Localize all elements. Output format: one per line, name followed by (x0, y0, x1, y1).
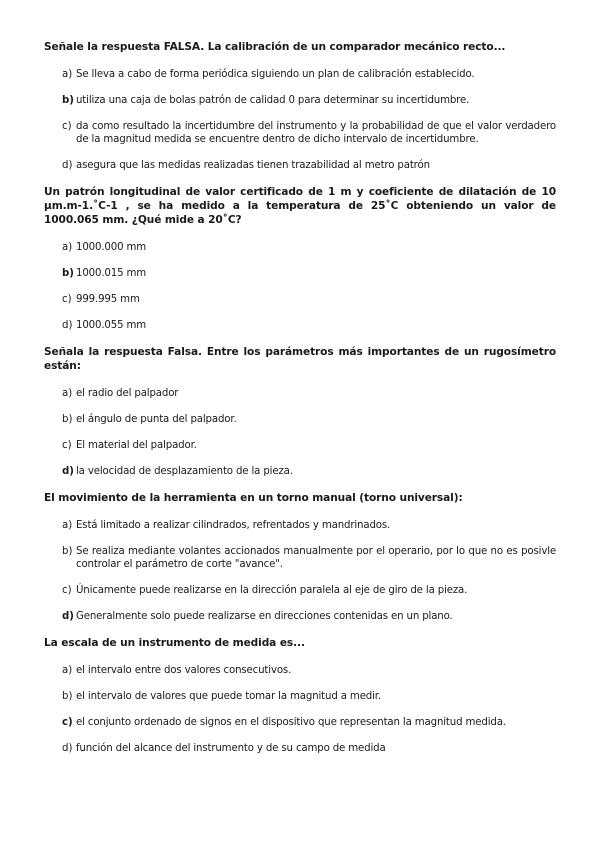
option-text: el radio del palpador (76, 388, 179, 399)
option-letter: d) (62, 743, 73, 754)
question-4 (44, 491, 556, 623)
option-text: Generalmente solo puede realizarse en direcciones contenidas en un plano. (76, 611, 453, 622)
option-letter: b) (62, 95, 74, 106)
option-letter: c) (62, 717, 73, 728)
option-letter: c) (62, 294, 72, 305)
option-c[interactable] (44, 439, 556, 452)
option-letter: a) (62, 242, 73, 253)
option-text: 1000.000 mm (76, 242, 147, 253)
option-text: el conjunto ordenado de signos en el dispositivo que representan la magnitud medida. (76, 717, 506, 728)
options-list (44, 519, 556, 623)
option-d[interactable] (44, 610, 556, 623)
option-text: 999.995 mm (76, 294, 140, 305)
options-list (44, 387, 556, 478)
option-text: Se lleva a cabo de forma periódica siguiendo un plan de calibración establecido. (76, 69, 475, 80)
option-a[interactable] (44, 68, 556, 81)
question-text: Señala la respuesta Falsa. Entre los parámetros más importantes de un rugosímetro están: (44, 346, 556, 372)
option-letter: b) (62, 691, 73, 702)
option-letter: a) (62, 388, 73, 399)
option-letter: b) (62, 546, 73, 557)
option-text: 1000.015 mm (76, 268, 147, 279)
option-letter: d) (62, 466, 74, 477)
option-a[interactable] (44, 519, 556, 532)
option-d[interactable] (44, 742, 556, 755)
option-c[interactable] (44, 584, 556, 597)
question-text: Un patrón longitudinal de valor certificado de 1 m y coeficiente de dilatación de 10 µm.m-1.˚C-1 , se ha medido a la temperatura de 25˚C obteniendo un valor de 1000.065 mm. ¿Qué mide a 20˚C? (44, 186, 556, 226)
question-2 (44, 185, 556, 332)
options-list (44, 664, 556, 755)
option-text: función del alcance del instrumento y de su campo de medida (76, 743, 386, 754)
option-letter: a) (62, 520, 73, 531)
option-a[interactable] (44, 241, 556, 254)
option-letter: d) (62, 320, 73, 331)
option-text: Está limitado a realizar cilindrados, refrentados y mandrinados. (76, 520, 391, 531)
option-c[interactable] (44, 120, 556, 146)
option-a[interactable] (44, 387, 556, 400)
option-letter: c) (62, 585, 72, 596)
option-letter: c) (62, 121, 72, 132)
option-text: 1000.055 mm (76, 320, 147, 331)
option-b[interactable] (44, 267, 556, 280)
option-d[interactable] (44, 465, 556, 478)
option-b[interactable] (44, 94, 556, 107)
options-list (44, 241, 556, 332)
option-text: asegura que las medidas realizadas tienen trazabilidad al metro patrón (76, 160, 430, 171)
option-letter: d) (62, 611, 74, 622)
exam-page (44, 40, 556, 768)
option-letter: b) (62, 268, 74, 279)
option-d[interactable] (44, 319, 556, 332)
question-3 (44, 345, 556, 478)
option-letter: a) (62, 69, 73, 80)
option-text: el intervalo de valores que puede tomar la magnitud a medir. (76, 691, 381, 702)
option-d[interactable] (44, 159, 556, 172)
question-text: La escala de un instrumento de medida es... (44, 637, 305, 649)
option-text: utiliza una caja de bolas patrón de calidad 0 para determinar su incertidumbre. (76, 95, 470, 106)
option-a[interactable] (44, 664, 556, 677)
option-text: Se realiza mediante volantes accionados manualmente por el operario, por lo que no es posivle controlar el parámetro de corte "avance". (76, 546, 556, 570)
question-1 (44, 40, 556, 172)
option-c[interactable] (44, 293, 556, 306)
option-letter: d) (62, 160, 73, 171)
option-b[interactable] (44, 413, 556, 426)
option-b[interactable] (44, 690, 556, 703)
option-text: Únicamente puede realizarse en la dirección paralela al eje de giro de la pieza. (76, 585, 468, 596)
options-list (44, 68, 556, 172)
option-text: el ángulo de punta del palpador. (76, 414, 237, 425)
option-b[interactable] (44, 545, 556, 571)
question-text: Señale la respuesta FALSA. La calibración de un comparador mecánico recto... (44, 41, 506, 53)
option-c[interactable] (44, 716, 556, 729)
option-letter: b) (62, 414, 73, 425)
option-text: la velocidad de desplazamiento de la pieza. (76, 466, 293, 477)
question-5 (44, 636, 556, 755)
option-letter: a) (62, 665, 73, 676)
option-text: el intervalo entre dos valores consecutivos. (76, 665, 292, 676)
option-text: El material del palpador. (76, 440, 197, 451)
option-letter: c) (62, 440, 72, 451)
question-text: El movimiento de la herramienta en un torno manual (torno universal): (44, 492, 463, 504)
option-text: da como resultado la incertidumbre del instrumento y la probabilidad de que el valor verdadero de la magnitud medida se encuentre dentro de dicho intervalo de incertidumbre. (76, 121, 556, 145)
